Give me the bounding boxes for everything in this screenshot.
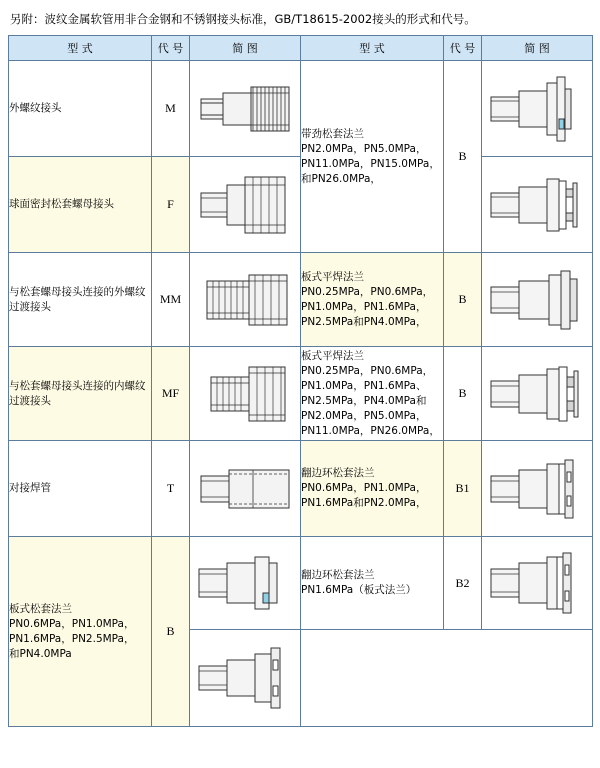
- ribbed-loose-flange-icon-2: [485, 159, 590, 251]
- table-row: [9, 253, 593, 347]
- male-thread-transition-fitting-icon: [193, 255, 298, 345]
- left-figure-3: [190, 347, 301, 441]
- butt-weld-pipe-icon: [193, 442, 298, 536]
- header-code-left: 代 号: [152, 36, 190, 61]
- right-figure-4: [482, 537, 593, 630]
- left-type-0: 外螺纹接头: [9, 61, 152, 157]
- right-code-0: B: [444, 61, 482, 253]
- header-figure-right: 简 图: [482, 36, 593, 61]
- right-type-2: 板式平焊法兰 PN0.25MPa，PN0.6MPa， PN1.0MPa，PN1.6MPa、 PN2.5MPa，PN4.0MPa和 PN2.0MPa，PN5.0MPa， PN11.0MPa，PN26.0MPa，: [301, 347, 444, 441]
- table-header-row: [9, 36, 593, 61]
- right-type-1: 板式平焊法兰 PN0.25MPa，PN0.6MPa， PN1.0MPa，PN1.6MPa， PN2.5MPa和PN4.0MPa，: [301, 253, 444, 347]
- left-figure-1: [190, 157, 301, 253]
- blank-icon: [394, 632, 499, 724]
- spherical-seal-union-nut-fitting-icon: [193, 159, 298, 251]
- right-code-3: B1: [444, 441, 482, 537]
- table-row: [9, 61, 593, 157]
- right-code-2: B: [444, 347, 482, 441]
- left-code-3: MF: [152, 347, 190, 441]
- left-figure-4: [190, 441, 301, 537]
- fittings-table: [8, 35, 593, 727]
- left-code-0: M: [152, 61, 190, 157]
- left-code-4: T: [152, 441, 190, 537]
- left-code-2: MM: [152, 253, 190, 347]
- header-code-right: 代 号: [444, 36, 482, 61]
- male-thread-fitting-icon: [193, 63, 298, 155]
- right-code-4: B2: [444, 537, 482, 630]
- right-figure-spacer: [301, 630, 593, 727]
- left-type-2: 与松套螺母接头连接的外螺纹过渡接头: [9, 253, 152, 347]
- right-type-3: 翻边环松套法兰 PN0.6MPa，PN1.0MPa， PN1.6MPa和PN2.0MPa，: [301, 441, 444, 537]
- page-title: 另附：波纹金属软管用非合金钢和不锈钢接头标准，GB/T18615-2002接头的形式和代号。: [10, 12, 476, 26]
- plate-loose-flange-icon: [193, 537, 298, 629]
- left-code-5: B: [152, 537, 190, 727]
- header-type-right: 型 式: [301, 36, 444, 61]
- left-figure-5b: [190, 630, 301, 727]
- plate-loose-flange-icon-2: [193, 632, 298, 724]
- left-figure-5a: [190, 537, 301, 630]
- right-figure-1: [482, 253, 593, 347]
- right-code-1: B: [444, 253, 482, 347]
- lap-joint-flange-b2-icon: [485, 537, 590, 629]
- plate-flat-weld-flange-2-icon: [485, 349, 590, 439]
- left-type-4: 对接焊管: [9, 441, 152, 537]
- left-figure-2: [190, 253, 301, 347]
- header-figure-left: 简 图: [190, 36, 301, 61]
- table-row: [9, 537, 593, 630]
- ribbed-loose-flange-icon: [485, 63, 590, 155]
- left-type-3: 与松套螺母接头连接的内螺纹过渡接头: [9, 347, 152, 441]
- left-code-1: F: [152, 157, 190, 253]
- lap-joint-flange-b1-icon: [485, 442, 590, 536]
- right-type-0: 带劲松套法兰 PN2.0MPa，PN5.0MPa， PN11.0MPa，PN15.0MPa， 和PN26.0MPa，: [301, 61, 444, 253]
- right-figure-3: [482, 441, 593, 537]
- left-figure-0: [190, 61, 301, 157]
- table-row: [9, 441, 593, 537]
- plate-flat-weld-flange-icon: [485, 255, 590, 345]
- right-figure-2: [482, 347, 593, 441]
- female-thread-transition-fitting-icon: [193, 349, 298, 439]
- right-figure-0b: [482, 157, 593, 253]
- left-type-1: 球面密封松套螺母接头: [9, 157, 152, 253]
- right-type-4: 翻边环松套法兰 PN1.6MPa（板式法兰）: [301, 537, 444, 630]
- right-figure-0a: [482, 61, 593, 157]
- left-type-5: 板式松套法兰 PN0.6MPa，PN1.0MPa， PN1.6MPa，PN2.5MPa， 和PN4.0MPa: [9, 537, 152, 727]
- header-type-left: 型 式: [9, 36, 152, 61]
- table-row: [9, 347, 593, 441]
